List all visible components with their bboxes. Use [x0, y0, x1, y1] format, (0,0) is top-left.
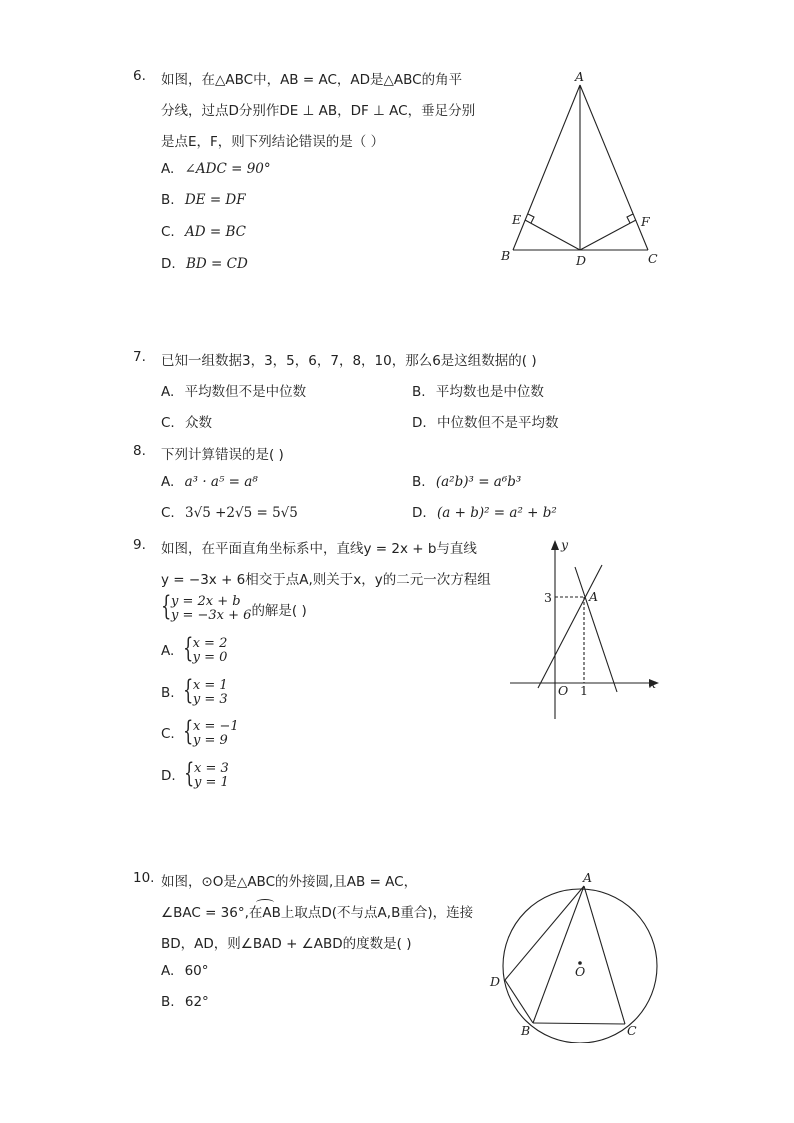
label-e: E	[512, 212, 522, 227]
option-row: y = 1	[193, 775, 229, 790]
option-d[interactable]: D. { x = 3 y = 1	[161, 758, 229, 790]
option-b[interactable]: B. { x = 1 y = 3	[161, 675, 228, 707]
label-a: A	[583, 870, 593, 885]
arc-mark	[256, 899, 274, 906]
option-text: (a²b)³ = a⁶b³	[435, 474, 522, 490]
question-stem-line: y = −3x + 6相交于点A,则关于x，y的二元一次方程组	[161, 572, 491, 588]
option-d[interactable]	[412, 505, 557, 521]
option-row: x = 1	[192, 678, 228, 693]
option-label: A.	[161, 963, 175, 979]
question-number: 6.	[133, 68, 146, 84]
segment-de	[525, 220, 580, 250]
circle-figure	[485, 868, 665, 1043]
option-label: A.	[161, 384, 175, 400]
label-d: D	[576, 253, 587, 268]
label-3: 3	[544, 590, 552, 605]
option-text: 中位数但不是平均数	[436, 415, 559, 431]
label-o: O	[575, 964, 586, 979]
y-axis-arrow	[551, 540, 559, 550]
option-label: B.	[161, 685, 175, 701]
option-b[interactable]	[412, 474, 521, 490]
option-label: A.	[161, 161, 175, 177]
option-text: DE = DF	[184, 192, 246, 208]
option-text: 众数	[185, 415, 213, 431]
option-label: D.	[161, 256, 176, 272]
option-text: BD = CD	[185, 256, 248, 272]
option-text: AD = BC	[185, 224, 246, 240]
option-text: (a + b)² = a² + b²	[436, 505, 557, 521]
triangle-figure	[495, 65, 670, 270]
option-b[interactable]	[161, 994, 209, 1010]
option-d[interactable]	[161, 256, 248, 272]
option-c[interactable]	[161, 411, 212, 431]
option-row: x = 3	[193, 761, 229, 776]
option-text: 平均数但不是中位数	[184, 384, 307, 400]
question-stem-line: 分线，过点D分别作DE ⊥ AB，DF ⊥ AC，垂足分别	[161, 103, 476, 119]
label-x: x	[649, 676, 657, 691]
option-label: C.	[161, 224, 175, 240]
question-number: 8.	[133, 443, 146, 459]
question-stem-line: 是点E，F，则下列结论错误的是（ ）	[161, 134, 385, 150]
segment-ac	[584, 886, 625, 1024]
option-text: 平均数也是中位数	[435, 384, 544, 400]
question-number: 10.	[133, 870, 155, 886]
option-a[interactable]	[161, 474, 258, 490]
label-a: A	[589, 589, 599, 604]
system-brace: { y = 2x + b y = −3x + 6	[161, 591, 252, 623]
option-label: D.	[161, 768, 176, 784]
option-a[interactable]: A. { x = 2 y = 0	[161, 633, 228, 665]
option-b[interactable]	[161, 192, 246, 208]
option-label: B.	[161, 994, 175, 1010]
option-label: D.	[412, 415, 427, 431]
option-a[interactable]	[161, 963, 209, 979]
option-text: 60°	[184, 963, 209, 979]
option-label: B.	[161, 192, 175, 208]
question-stem-tail: 的解是( )	[251, 603, 307, 619]
equation-system	[161, 591, 307, 623]
option-a[interactable]	[161, 380, 306, 400]
option-c[interactable]	[161, 224, 246, 240]
segment-ac	[580, 85, 648, 250]
question-stem-line: BD，AD，则∠BAD + ∠ABD的度数是( )	[161, 936, 412, 952]
option-text: 3√5 +2√5 = 5√5	[185, 505, 298, 521]
system-eq1: y = 2x + b	[171, 594, 241, 609]
option-row: y = 3	[192, 692, 228, 707]
label-y: y	[561, 537, 569, 552]
segment-bc	[533, 1023, 625, 1024]
option-c[interactable]	[161, 505, 298, 521]
question-stem-line: ∠BAC = 36°,在AB上取点D(不与点A,B重合)，连接	[161, 905, 474, 921]
segment-ab	[513, 85, 580, 250]
question-stem-line: 如图，在平面直角坐标系中，直线y = 2x + b与直线	[161, 541, 477, 557]
option-c[interactable]: C. { x = −1 y = 9	[161, 716, 239, 748]
option-label: C.	[161, 726, 175, 742]
option-label: C.	[161, 415, 175, 431]
system-eq2: y = −3x + 6	[171, 608, 252, 623]
label-f: F	[641, 214, 650, 229]
option-text: ∠ADC = 90°	[184, 161, 271, 177]
question-stem-line: 如图，在△ABC中，AB = AC，AD是△ABC的角平	[161, 72, 463, 88]
option-label: A.	[161, 474, 175, 490]
option-row: y = 9	[193, 733, 228, 748]
option-row: x = −1	[193, 719, 239, 734]
option-label: C.	[161, 505, 175, 521]
segment-bd	[505, 980, 533, 1023]
label-origin: O	[558, 683, 569, 698]
label-c: C	[648, 251, 658, 266]
option-d[interactable]	[412, 411, 558, 431]
option-label: D.	[412, 505, 427, 521]
coordinate-figure	[505, 535, 670, 725]
label-d: D	[490, 974, 501, 989]
label-b: B	[501, 248, 511, 263]
option-row: y = 0	[192, 650, 228, 665]
option-label: B.	[412, 474, 426, 490]
option-row: x = 2	[192, 636, 228, 651]
line-y-2x-b	[538, 565, 602, 688]
label-1: 1	[580, 683, 588, 698]
label-a: A	[575, 69, 585, 84]
question-number: 9.	[133, 537, 146, 553]
option-b[interactable]	[412, 380, 544, 400]
segment-df	[580, 220, 636, 250]
segment-ad	[505, 886, 584, 980]
option-text: a³ · a⁵ = a⁸	[184, 474, 258, 490]
question-stem: 已知一组数据3，3，5，6，7，8，10，那么6是这组数据的( )	[161, 353, 537, 369]
segment-ab	[533, 886, 584, 1023]
option-label: B.	[412, 384, 426, 400]
option-label: A.	[161, 643, 175, 659]
line-y-neg3x-6	[575, 567, 617, 692]
question-stem-line: 如图，⊙O是△ABC的外接圆,且AB = AC，	[161, 874, 418, 890]
label-b: B	[521, 1023, 531, 1038]
question-number: 7.	[133, 349, 146, 365]
label-c: C	[627, 1023, 637, 1038]
option-text: 62°	[184, 994, 209, 1010]
option-a[interactable]	[161, 161, 271, 177]
question-stem: 下列计算错误的是( )	[161, 447, 284, 463]
